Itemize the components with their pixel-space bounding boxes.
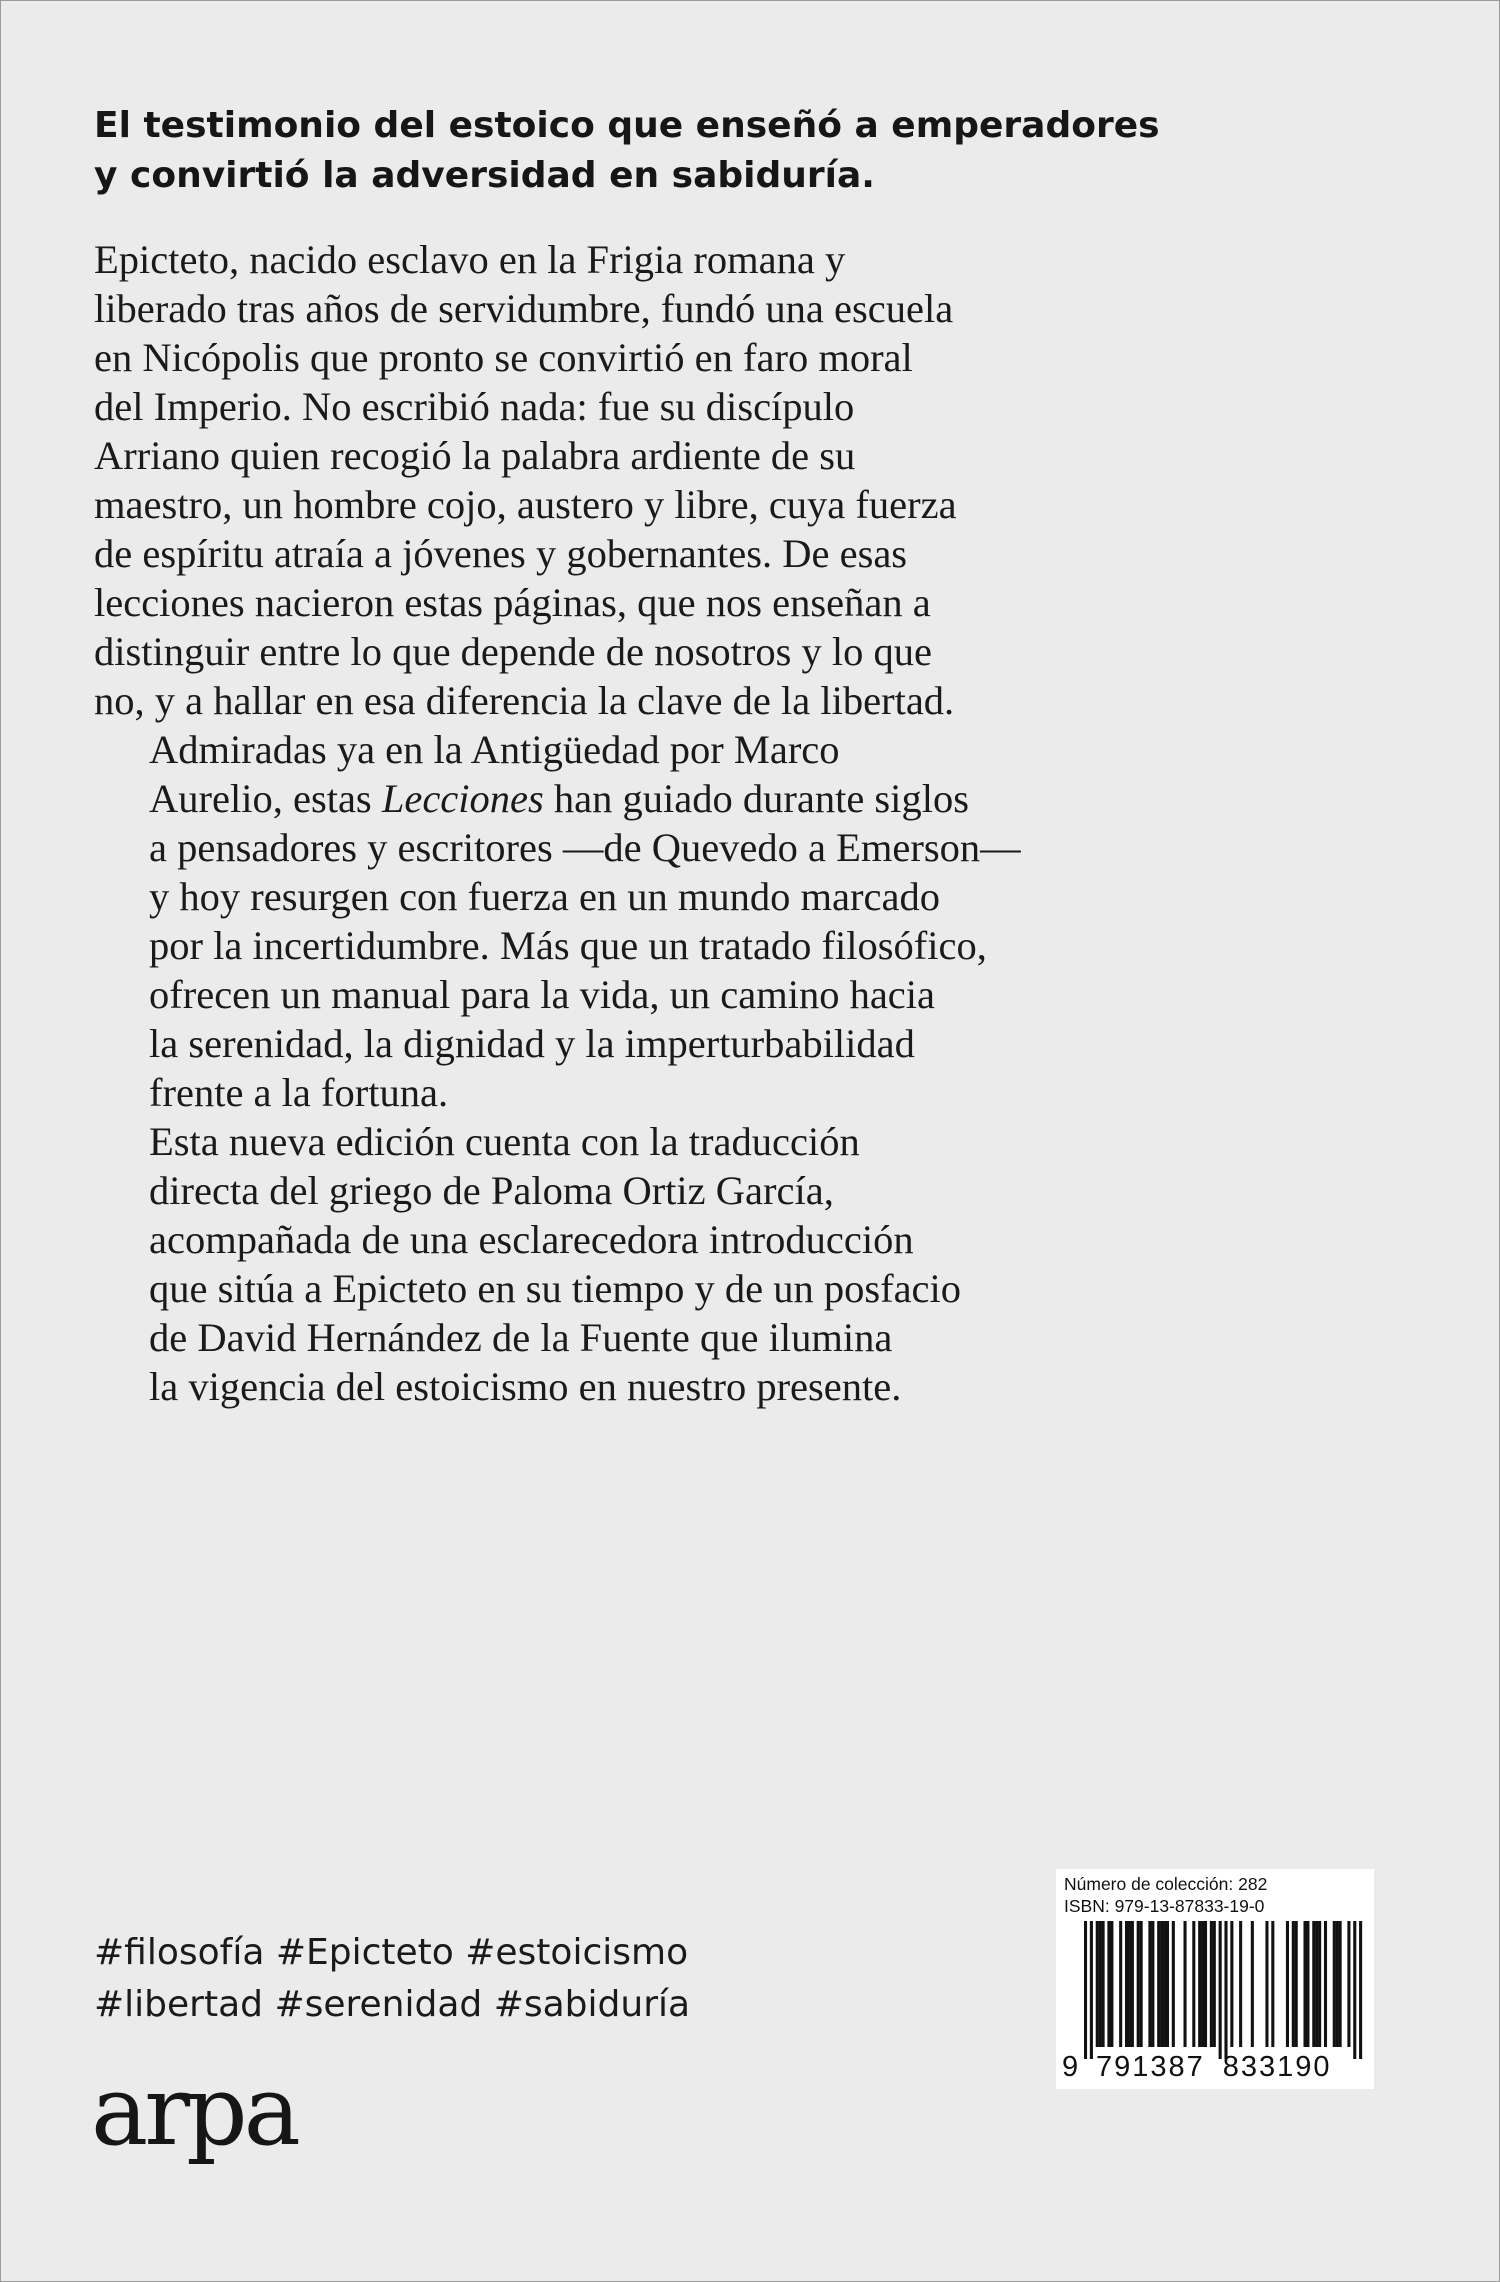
barcode-bar <box>1128 1921 1131 2047</box>
synopsis-line: Admiradas ya en la Antigüedad por Marco <box>149 727 840 772</box>
hashtags-line: #filosofía #Epicteto #estoicismo <box>94 1932 689 1973</box>
barcode-bar <box>1125 1921 1128 2047</box>
synopsis-line: a pensadores y escritores —de Quevedo a Emerson— <box>149 825 1021 870</box>
barcode-bar <box>1286 1921 1289 2047</box>
synopsis-line: Epicteto, nacido esclavo en la Frigia romana y <box>94 237 846 282</box>
barcode-bar <box>1210 1921 1213 2047</box>
barcode-bar <box>1151 1921 1154 2047</box>
barcode-bar <box>1131 1921 1134 2047</box>
barcode-bar <box>1347 1921 1350 2047</box>
publisher-logo: arpa <box>91 2055 297 2167</box>
synopsis-line: directa del griego de Paloma Ortiz García, <box>149 1168 834 1213</box>
barcode-bar <box>1339 1921 1342 2047</box>
barcode-bar <box>1292 1921 1295 2047</box>
barcode-bar <box>1336 1921 1339 2047</box>
synopsis-line: liberado tras años de servidumbre, fundó una escuela <box>94 286 954 331</box>
barcode-digit-first: 9 <box>1062 2051 1079 2083</box>
barcode-digits-group: 833190 <box>1222 2051 1332 2083</box>
barcode-digits <box>1062 2051 1374 2083</box>
synopsis-line: acompañada de una esclarecedora introducción <box>149 1217 914 1262</box>
synopsis-line: y hoy resurgen con fuerza en un mundo marcado <box>149 874 940 919</box>
barcode-bar <box>1318 1921 1321 2047</box>
barcode-bar <box>1271 1921 1274 2047</box>
barcode <box>1064 1921 1366 2059</box>
barcode-bar <box>1163 1921 1166 2047</box>
synopsis-line: maestro, un hombre cojo, austero y libre, cuya fuerza <box>94 482 957 527</box>
barcode-block <box>1056 1869 1374 2089</box>
barcode-bar <box>1096 1921 1099 2047</box>
barcode-bar <box>1201 1921 1204 2047</box>
barcode-bar <box>1333 1921 1336 2047</box>
barcode-bar <box>1204 1921 1207 2047</box>
barcode-bar <box>1183 1921 1186 2047</box>
barcode-bar <box>1219 1921 1222 2059</box>
barcode-bar <box>1172 1921 1175 2047</box>
barcode-bar <box>1198 1921 1201 2047</box>
synopsis-text: han guiado durante siglos <box>543 776 969 821</box>
barcode-bar <box>1315 1921 1318 2047</box>
book-title-italic: Lecciones <box>381 776 544 821</box>
barcode-bar <box>1230 1921 1233 2047</box>
barcode-bar <box>1107 1921 1110 2047</box>
barcode-bar <box>1306 1921 1309 2047</box>
synopsis <box>94 235 1194 1411</box>
barcode-bar <box>1084 1921 1087 2059</box>
barcode-bar <box>1119 1921 1122 2047</box>
barcode-bar <box>1099 1921 1102 2047</box>
synopsis-line: ofrecen un manual para la vida, un camino hacia <box>149 972 936 1017</box>
tagline-line: El testimonio del estoico que enseñó a emperadores <box>94 105 1160 146</box>
barcode-bar <box>1312 1921 1315 2047</box>
collection-number: Número de colección: 282 <box>1064 1874 1268 1894</box>
barcode-bar <box>1359 1921 1362 2059</box>
synopsis-line: de David Hernández de la Fuente que ilumina <box>149 1315 893 1360</box>
barcode-bar <box>1148 1921 1151 2047</box>
synopsis-line: por la incertidumbre. Más que un tratado filosófico, <box>149 923 987 968</box>
barcode-bar <box>1157 1921 1160 2047</box>
synopsis-line: la vigencia del estoicismo en nuestro presente. <box>149 1364 902 1409</box>
barcode-bar <box>1239 1921 1242 2047</box>
hashtags <box>94 1927 690 2031</box>
isbn-label: ISBN: 979-13-87833-19-0 <box>1064 1896 1265 1916</box>
barcode-digits-group: 791387 <box>1096 2051 1205 2083</box>
barcode-bar <box>1192 1921 1195 2047</box>
barcode-bar <box>1324 1921 1327 2047</box>
tagline <box>94 101 1160 201</box>
synopsis-line: lecciones nacieron estas páginas, que nos enseñan a <box>94 580 931 625</box>
barcode-bar <box>1137 1921 1140 2047</box>
synopsis-line: en Nicópolis que pronto se convirtió en faro moral <box>94 335 913 380</box>
synopsis-line: distinguir entre lo que depende de nosotros y lo que <box>94 629 932 674</box>
synopsis-text: Aurelio, estas <box>149 776 382 821</box>
barcode-bar <box>1102 1921 1105 2047</box>
barcode-bar <box>1295 1921 1298 2047</box>
tagline-line: y convirtió la adversidad en sabiduría. <box>94 155 875 196</box>
barcode-bar <box>1160 1921 1163 2047</box>
barcode-bar <box>1353 1921 1356 2059</box>
synopsis-line: que sitúa a Epicteto en su tiempo y de un posfacio <box>149 1266 962 1311</box>
synopsis-line <box>94 774 1194 823</box>
barcode-bar <box>1140 1921 1143 2047</box>
synopsis-line: frente a la fortuna. <box>149 1070 449 1115</box>
synopsis-line: de espíritu atraía a jóvenes y gobernantes. De esas <box>94 531 908 576</box>
barcode-bar <box>1224 1921 1227 2059</box>
barcode-bar <box>1110 1921 1113 2047</box>
barcode-bar <box>1213 1921 1216 2047</box>
hashtags-line: #libertad #serenidad #sabiduría <box>94 1984 691 2025</box>
barcode-bar <box>1265 1921 1268 2047</box>
barcode-meta <box>1064 1873 1267 1917</box>
barcode-bar <box>1166 1921 1169 2047</box>
barcode-bar <box>1251 1921 1254 2047</box>
barcode-bar <box>1303 1921 1306 2047</box>
synopsis-line: Esta nueva edición cuenta con la traducción <box>149 1119 860 1164</box>
synopsis-line: Arriano quien recogió la palabra ardiente de su <box>94 433 856 478</box>
synopsis-line: del Imperio. No escribió nada: fue su discípulo <box>94 384 855 429</box>
synopsis-line: la serenidad, la dignidad y la imperturbabilidad <box>149 1021 915 1066</box>
barcode-bar <box>1090 1921 1093 2059</box>
synopsis-line: no, y a hallar en esa diferencia la clave de la libertad. <box>94 678 955 723</box>
